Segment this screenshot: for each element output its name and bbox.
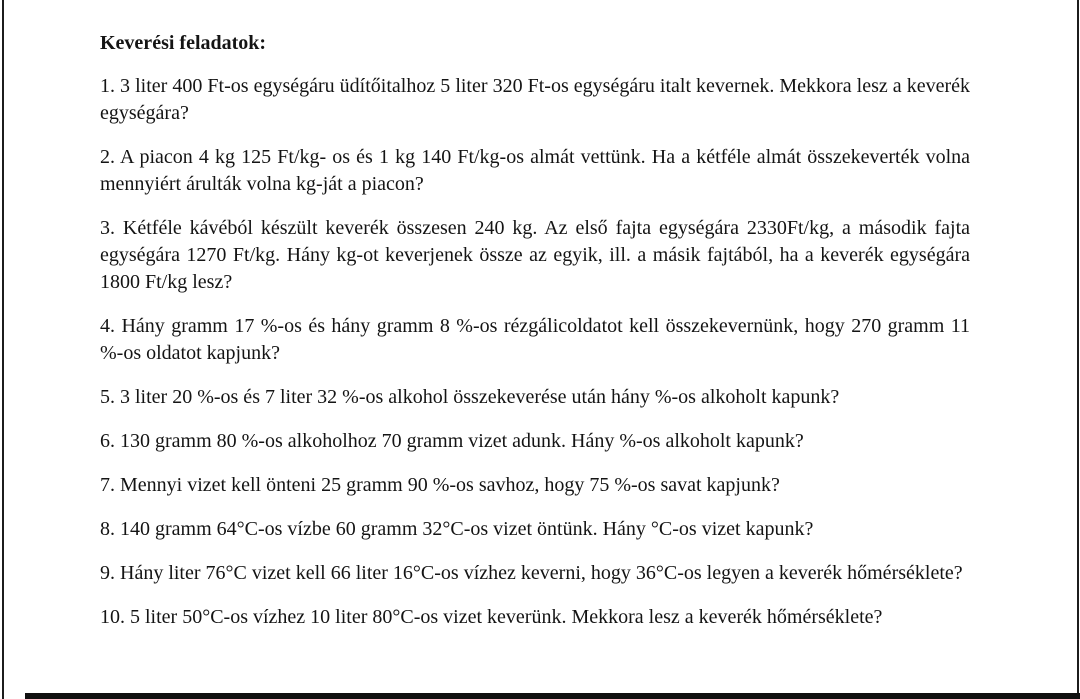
scan-edge-right [1077,0,1079,699]
problem-item-7: 7. Mennyi vizet kell önteni 25 gramm 90 %-os savhoz, hogy 75 %-os savat kapjunk? [100,474,780,496]
worksheet-content [100,30,970,631]
problem-item-1: 1. 3 liter 400 Ft-os egységáru üdítőitalhoz 5 liter 320 Ft-os egységáru italt kevernek. Mekkora lesz a keverék egységára? [100,75,970,124]
problem-item-8: 8. 140 gramm 64°C-os vízbe 60 gramm 32°C-os vizet öntünk. Hány °C-os vizet kapunk? [100,518,814,540]
problem-item-4: 4. Hány gramm 17 %-os és hány gramm 8 %-os rézgálicoldatot kell összekevernünk, hogy 270 gramm 11 %-os oldatot kapjunk? [100,315,970,364]
worksheet-title: Keverési feladatok: [100,32,267,54]
problem-item-5: 5. 3 liter 20 %-os és 7 liter 32 %-os alkohol összekeverése után hány %-os alkoholt kapunk? [100,386,840,408]
scan-edge-left [2,0,4,699]
scan-edge-bottom [25,693,1080,699]
problem-item-2: 2. A piacon 4 kg 125 Ft/kg- os és 1 kg 140 Ft/kg-os almát vettünk. Ha a kétféle almát összekeverték volna mennyiért árulták volna kg-ját a piacon? [100,146,970,195]
problem-item-6: 6. 130 gramm 80 %-os alkoholhoz 70 gramm vizet adunk. Hány %-os alkoholt kapunk? [100,430,804,452]
problem-item-9: 9. Hány liter 76°C vizet kell 66 liter 16°C-os vízhez keverni, hogy 36°C-os legyen a keverék hőmérséklete? [100,562,963,584]
problem-item-10: 10. 5 liter 50°C-os vízhez 10 liter 80°C-os vizet keverünk. Mekkora lesz a keverék hőmérséklete? [100,606,883,628]
problem-item-3: 3. Kétféle kávéból készült keverék összesen 240 kg. Az első fajta egységára 2330Ft/kg, a második fajta egységára 1270 Ft/kg. Hány kg-ot keverjenek össze az egyik, ill. a másik fajtából, ha a keverék egységára 1800 Ft/kg lesz? [100,217,970,293]
